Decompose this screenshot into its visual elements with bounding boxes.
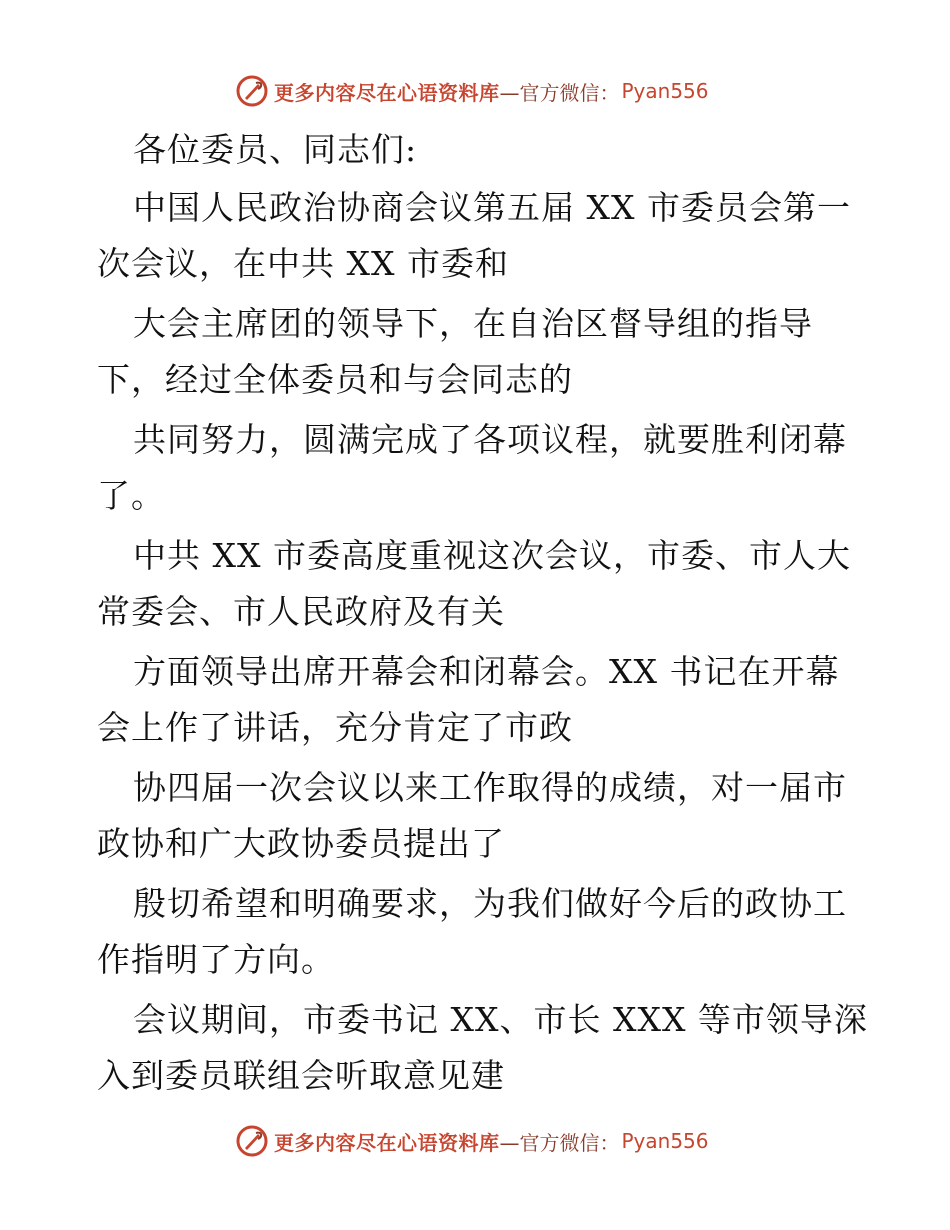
text-line-11: 会上作了讲话，充分肯定了市政 <box>97 708 573 747</box>
text-line-17: 入到委员联组会听取意见建 <box>97 1056 505 1095</box>
text-line-3: 次会议，在中共 XX 市委和 <box>97 244 509 283</box>
quill-pen-logo-icon <box>236 1125 268 1157</box>
banner-wechat-id: Pyan556 <box>621 1129 709 1153</box>
text-line-7: 了。 <box>97 476 165 515</box>
text-line-1: 各位委员、同志们: <box>133 130 418 169</box>
text-line-10: 方面领导出席开幕会和闭幕会。XX 书记在开幕 <box>133 652 840 691</box>
quill-pen-logo-icon <box>236 75 268 107</box>
banner-subtitle: —官方微信： <box>499 1130 620 1155</box>
text-line-8: 中共 XX 市委高度重视这次会议，市委、市人大 <box>133 536 851 575</box>
text-line-12: 协四届一次会议以来工作取得的成绩，对一届市 <box>133 768 847 807</box>
banner-title: 更多内容尽在心语资料库 <box>274 80 500 105</box>
text-line-9: 常委会、市人民政府及有关 <box>97 592 505 631</box>
text-line-13: 政协和广大政协委员提出了 <box>97 824 505 863</box>
banner-subtitle: —官方微信： <box>499 80 620 105</box>
header-banner <box>236 74 709 108</box>
text-line-16: 会议期间，市委书记 XX、市长 XXX 等市领导深 <box>133 1000 868 1039</box>
text-line-15: 作指明了方向。 <box>97 940 335 979</box>
banner-title: 更多内容尽在心语资料库 <box>274 1130 500 1155</box>
text-line-6: 共同努力，圆满完成了各项议程，就要胜利闭幕 <box>133 420 847 459</box>
text-line-2: 中国人民政治协商会议第五届 XX 市委员会第一 <box>133 188 851 227</box>
text-line-4: 大会主席团的领导下，在自治区督导组的指导 <box>133 304 813 343</box>
banner-wechat-id: Pyan556 <box>621 79 709 103</box>
text-line-5: 下，经过全体委员和与会同志的 <box>97 360 573 399</box>
text-line-14: 殷切希望和明确要求，为我们做好今后的政协工 <box>133 884 847 923</box>
footer-banner <box>236 1124 709 1158</box>
